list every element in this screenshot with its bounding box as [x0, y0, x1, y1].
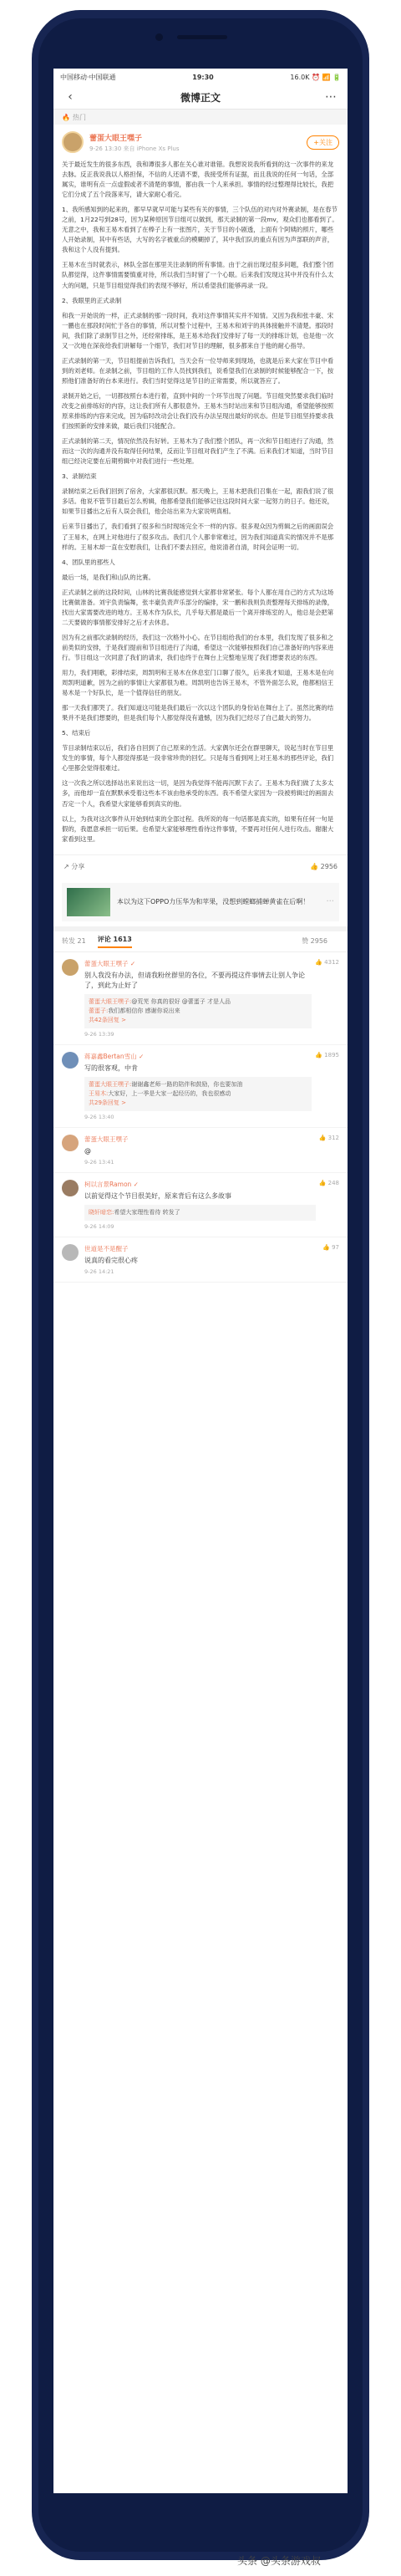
- post-paragraph: 5、结束后: [62, 729, 91, 737]
- share-icon: ↗: [63, 862, 72, 870]
- comment-item: [53, 1045, 348, 1128]
- commenter-avatar[interactable]: [62, 1180, 79, 1196]
- post-paragraph: 1、我所感知到的起来的，都早早就早可能与某些有关的事情，三个队伍的对内对外赛录制，是在春节之前，1月22号到28号，因为某种原因节目组可以做到，那天录制的第一段mv，观众们也都看到了。无意之中，我和王易木看到了在棒子上有一张图片，关于节目的小剧透，上面有个阿姨的照片，哪些人开始录制，其中有些话，大写的名字被重点的模糊掉了，其中我们队的重点有因为声部联的声音，我和这个人没有提到。: [62, 206, 338, 254]
- comment-text: 写的很客观，中肯: [84, 1064, 138, 1072]
- post-paragraph: 2、我眼里的正式录制: [62, 296, 122, 304]
- commenter-name[interactable]: 蒋嘉鑫Bertan雪山 ✓: [84, 1052, 145, 1060]
- comment-item: [53, 1128, 348, 1173]
- reply-line: [89, 997, 307, 1007]
- more-options-icon[interactable]: ⋯: [324, 90, 337, 104]
- status-icons: 16.0K ⏰ 📶 🔋: [290, 73, 341, 81]
- article-thumbnail: [67, 888, 110, 916]
- navigation-bar: [53, 85, 348, 110]
- comment-time: 9-26 13:40: [84, 1113, 114, 1120]
- comment-time: 9-26 14:21: [84, 1268, 114, 1275]
- post-paragraph: 王易木在当时就表示，林队全部在那里关注录制的所有事情。由于之前出现过很多问题，我们整个团队都觉得，这件事情需要慎重对待，所以我们当时留了一个心眼。后来我们发现这其中并没有什么太大的问题，只是节目组觉得我们的表现不够好，所以希望我们能够再录一段。: [62, 261, 334, 289]
- author-meta: [89, 132, 307, 153]
- recommended-article-card[interactable]: [62, 883, 339, 921]
- comment-body: [84, 1244, 319, 1275]
- phone-screen: [53, 69, 348, 2493]
- reply-line: [89, 1208, 312, 1217]
- post-author-row: [62, 131, 339, 153]
- status-bar: [53, 69, 348, 85]
- reply-preview[interactable]: [84, 994, 312, 1028]
- commenter-avatar[interactable]: [62, 1052, 79, 1069]
- post-paragraph: 用力，我们唱歌，彩排结束，周凯明和王易木在休息室门口聊了很久，后来我才知道，王易木是在向周凯明道歉，因为之前的事情让大家都很为难。周凯明也告诉王易木，不管外面怎么说，他都相信王易木是一个好队长，是一个值得信任的朋友。: [62, 669, 334, 697]
- carrier-label: 中国移动·中国联通: [60, 73, 116, 81]
- comment-time: 9-26 13:39: [84, 1030, 114, 1038]
- reply-author[interactable]: 晓轩暗恋:: [89, 1208, 114, 1216]
- reply-author[interactable]: 蕾蛋大眼王嘿子:: [89, 1080, 132, 1088]
- comment-like-button[interactable]: 👍 312: [318, 1134, 339, 1141]
- post-paragraph: 3、录制结束: [62, 472, 97, 481]
- tab-comment[interactable]: 评论 1613: [98, 935, 132, 948]
- commenter-name[interactable]: 柯以言景Ramon ✓: [84, 1180, 139, 1188]
- post-paragraph: 正式录制的第一天，节目组提前告诉我们，当天会有一位导师来到现场，也就是后来大家在节目中看到的刘老师。在录制之前，节目组的工作人员找到我们，说希望我们在录制的时候能够配合一下，按照他们准备好的台本来进行。我们当时觉得这是节目的正常需要，所以就答应了。: [62, 356, 334, 385]
- post-paragraph: 节目录制结束以后，我们各自回到了自己原来的生活。大家偶尔还会在群里聊天，说起当时在节目里发生的事情，每个人都觉得那是一段非常珍贵的回忆。只是每当看到网上对王易木的那些评论，我们心里都会觉得很难过。: [62, 744, 334, 773]
- post-paragraph: 这一次我之所以选择站出来说出这一切，是因为我觉得不能再沉默下去了。王易木为我们做了太多太多，而他却一直在默默承受着这些本不该由他承受的东西。我不希望大家因为一段被剪辑过的画面去否定一个人，我希望大家能够看到真实的他。: [62, 779, 334, 808]
- commenter-name[interactable]: 蕾蛋大眼王嘿子: [84, 1135, 129, 1143]
- hot-icon: 🔥: [62, 113, 70, 121]
- post-paragraph: 正式录制的第二天，情况依然没有好转。王易木为了我们整个团队，再一次和节目组进行了沟通，然而这一次的沟通并没有取得任何结果，反而让节目组对我们产生了不满。后来我们才知道，当时节目组已经决定要在后期剪辑中对我们进行一些处理。: [62, 437, 334, 466]
- reply-text: 希望大家理性看待 转发了: [114, 1208, 180, 1216]
- follow-button[interactable]: +关注: [307, 135, 339, 150]
- comment-text: 别人我没有办法，但请我粉丝群里的各位，不要再提这件事情去让别人争论了，到此为止好了: [84, 971, 305, 989]
- reply-line: [89, 1007, 307, 1016]
- comment-body: [84, 1052, 312, 1120]
- hot-label-strip: [53, 110, 348, 125]
- post-paragraph: 以上，为我对这次事件从开始到结束的全部过程。我所说的每一句话都是真实的，如果有任何一句是假的，我愿意承担一切后果。也希望大家能够理性看待这件事情，不要再对任何人进行攻击。谢谢大家看到这里。: [62, 814, 334, 843]
- comment-time: 9-26 14:09: [84, 1222, 114, 1230]
- post-paragraph: 录制开始之后，一切都按照台本进行着，直到中间的一个环节出现了问题。节目组突然要求我们临时改变之前排练好的内容，这让我们所有人都很意外。王易木当时站出来和节目组沟通，希望能够按照原来排练的内容来完成，因为临时改动会让我们没有办法呈现出最好的状态。但是节目组坚持要求我们按照新的安排来做，最后我们只能配合。: [62, 391, 334, 431]
- tab-like[interactable]: 赞 2956: [302, 937, 327, 946]
- earpiece-speaker: [177, 35, 227, 39]
- comment-time: 9-26 13:41: [84, 1158, 114, 1166]
- like-count: 2956: [320, 862, 338, 870]
- reply-author[interactable]: 王易木:: [89, 1089, 109, 1097]
- reply-line: [89, 1080, 307, 1089]
- post-paragraph: 最后一场，是我们和山队的比赛。: [62, 573, 155, 581]
- author-name[interactable]: 蕾蛋大眼王嘿子: [89, 134, 143, 143]
- comment-body: [84, 959, 312, 1038]
- more-replies-link[interactable]: 共29条回复 >: [89, 1099, 126, 1106]
- reply-text: 谢谢鑫老师一路的陪伴和鼓励，你也要加油: [131, 1080, 243, 1088]
- commenter-name[interactable]: 世道是不是醒子: [84, 1244, 129, 1252]
- share-label: 分享: [71, 862, 85, 870]
- reply-text: 大家好，上一季是大家一起经历的，我也很感动: [108, 1089, 231, 1097]
- watermark: 头条 @头条游戏叔: [237, 2555, 321, 2567]
- more-options-icon[interactable]: ···: [326, 897, 334, 907]
- comment-body: [84, 1135, 316, 1166]
- post-paragraph: 那一天我们都哭了。我们知道这可能是我们最后一次以这个团队的身份站在舞台上了。虽然比赛的结果并不是我们想要的，但是我们每个人都觉得没有遗憾，因为我们已经尽了自己最大的努力。: [62, 704, 334, 722]
- article-title: 本以为这下OPPO力压华为和苹果，没想到螳螂捕蝉黄雀在后啊！: [117, 897, 310, 905]
- comment-item: [53, 952, 348, 1045]
- post-paragraph: 和我一开始说的一样，正式录制的那一段时间，我对这件事情其实并不知情。又因为我和张丰豪、宋一鹏也在那段时间忙于各自的事情，所以对整个过程中，王易木和刘宇的具体接触并不清楚。那段时间，我们除了录制节目之外，还经常排练，是王易木给我们安排好了每一天的排练计划，也是他一次又一次地在深夜给我们讲解每一个细节，我们对节目的理解，很多都来自于他的耐心指导。: [62, 311, 334, 349]
- commenter-name[interactable]: 蕾蛋大眼王嘿子 ✓: [84, 959, 136, 967]
- comment-like-button[interactable]: 👍 97: [322, 1243, 339, 1251]
- post-paragraph: 录制结束之后我们回到了宿舍，大家都很沉默。那天晚上，王易木把我们召集在一起，跟我们说了很多话。他说不管节目最后怎么剪辑，他都希望我们能够记住这段时间大家一起努力的日子。他还说，如果节目播出之后有人误会我们，他会站出来为大家说明真相。: [62, 487, 334, 516]
- reply-text: 我们都相信你 感谢你说出来: [108, 1007, 180, 1014]
- post-paragraph: 后来节目播出了，我们看到了很多和当时现场完全不一样的内容。很多观众因为剪辑之后的画面误会了王易木，在网上对他进行了很多攻击。我们几个人都非常难过，因为我们知道真实的情况并不是那样的。王易木却一直在安慰我们，让我们不要去回应，他说清者自清，时间会证明一切。: [62, 523, 334, 551]
- hot-label: 热门: [72, 113, 86, 121]
- more-replies-link[interactable]: 共42条回复 >: [89, 1016, 126, 1023]
- comment-list: [53, 952, 348, 1283]
- comment-text: @: [84, 1146, 91, 1155]
- comment-tabs: [53, 931, 348, 952]
- clock: 19:30: [192, 73, 214, 81]
- post-body: [62, 160, 339, 844]
- post-paragraph: 关于最近发生的很多东西，我和谭很多人都在关心谁对谁错。我想说说我所看到的这一次事件的来龙去脉。反正我说我以人格担保，不信的人还请不要，我接受所有证据，而且我说的任何一句话，全部属实，谁明有点一点虚假或者不清楚的事情，都由我一个人来承担。事情的经过整理得比较长，我把它们分成了五个段落来写，请大家耐心看完。: [62, 161, 334, 199]
- reply-line: [89, 1089, 307, 1099]
- post-paragraph: 正式录制之前的这段时间，山林的比赛我能感觉到大家都非常紧张。每个人都在用自己的方式为这场比赛做准备。刘宇负责编舞，张丰豪负责声乐部分的编排，宋一鹏和我则负责整理每天排练的录像，找出大家需要改进的地方。王易木作为队长，几乎每天都是最后一个离开排练室的人，他总是会把第二天要做的事情都安排好之后才去休息。: [62, 588, 334, 626]
- back-arrow-icon[interactable]: ‹: [68, 90, 73, 104]
- reply-author[interactable]: 蕾蛋大眼王嘿子:: [89, 997, 132, 1005]
- commenter-avatar[interactable]: [62, 1244, 79, 1261]
- thumbs-up-icon: 👍: [310, 862, 321, 870]
- comment-like-button[interactable]: 👍 4312: [315, 958, 339, 966]
- like-button[interactable]: [310, 863, 338, 870]
- comment-text: 以前觉得这个节目很美好，原来背后有这么多故事: [84, 1191, 231, 1200]
- comment-body: [84, 1180, 316, 1230]
- comment-item: [53, 1173, 348, 1237]
- comment-like-button[interactable]: 👍 248: [318, 1179, 339, 1186]
- reply-text: @荒芜 你真的很好 @蕾蛋子 才是人品: [131, 997, 231, 1005]
- front-camera: [155, 33, 163, 41]
- reply-preview[interactable]: [84, 1077, 312, 1111]
- comment-item: [53, 1237, 348, 1283]
- commenter-avatar[interactable]: [62, 1135, 79, 1151]
- weibo-post: [53, 125, 348, 854]
- post-paragraph: 4、团队里的那些人: [62, 558, 115, 566]
- post-timestamp-source: 9-26 13:30 来自 iPhone Xs Plus: [89, 145, 180, 152]
- page-title: 微博正文: [180, 91, 221, 104]
- reply-preview[interactable]: [84, 1205, 316, 1221]
- author-avatar[interactable]: [62, 131, 84, 153]
- post-action-bar: [53, 854, 348, 878]
- share-button[interactable]: [63, 862, 84, 871]
- commenter-avatar[interactable]: [62, 959, 79, 976]
- reply-author[interactable]: 蕾蛋子:: [89, 1007, 109, 1014]
- tab-repost[interactable]: 转发 21: [62, 937, 86, 946]
- post-paragraph: 因为有之前那次录制的经历，我们这一次格外小心。在节目组给我们的台本里，我们发现了很多和之前类似的安排，于是我们提前和节目组进行了沟通，希望这一次能够按照我们自己准备好的内容来进行。节目组这一次同意了我们的请求，我们也终于在舞台上完整地呈现了我们想要表达的东西。: [62, 633, 334, 661]
- comment-like-button[interactable]: 👍 1895: [315, 1051, 339, 1058]
- comment-text: 说真的看完很心疼: [84, 1256, 138, 1264]
